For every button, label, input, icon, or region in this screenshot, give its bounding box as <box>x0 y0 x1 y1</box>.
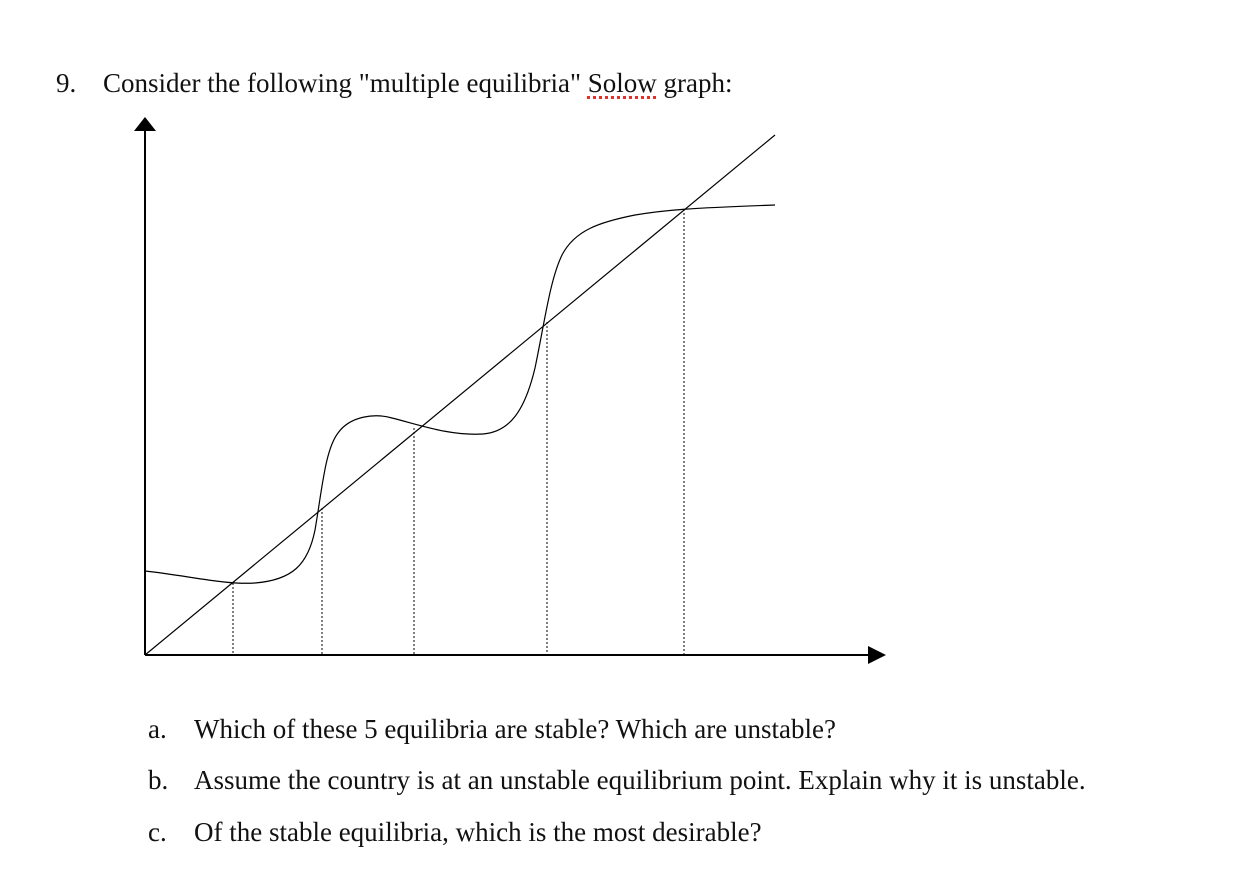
subquestion-text: Of the stable equilibria, which is the most desirable? <box>194 817 762 847</box>
question-text-before: Consider the following "multiple equilibria" <box>103 68 588 98</box>
subquestion-letter: c. <box>148 817 167 847</box>
question-number: 9. <box>56 68 77 98</box>
subquestion-c <box>148 815 762 849</box>
spellcheck-flagged-word[interactable]: Solow <box>587 68 657 98</box>
subquestion-letter: a. <box>148 714 167 744</box>
savings-curve <box>145 205 775 583</box>
x-axis-arrow <box>868 646 886 664</box>
depreciation-line <box>145 135 775 655</box>
subquestion-b <box>148 763 1086 797</box>
question-text-after: graph: <box>656 68 733 98</box>
subquestion-a <box>148 712 836 746</box>
subquestion-text: Assume the country is at an unstable equilibrium point. Explain why it is unstable. <box>194 765 1086 795</box>
subquestion-text: Which of these 5 equilibria are stable? Which are unstable? <box>194 714 836 744</box>
y-axis-arrow <box>134 117 156 131</box>
subquestion-letter: b. <box>148 765 169 795</box>
